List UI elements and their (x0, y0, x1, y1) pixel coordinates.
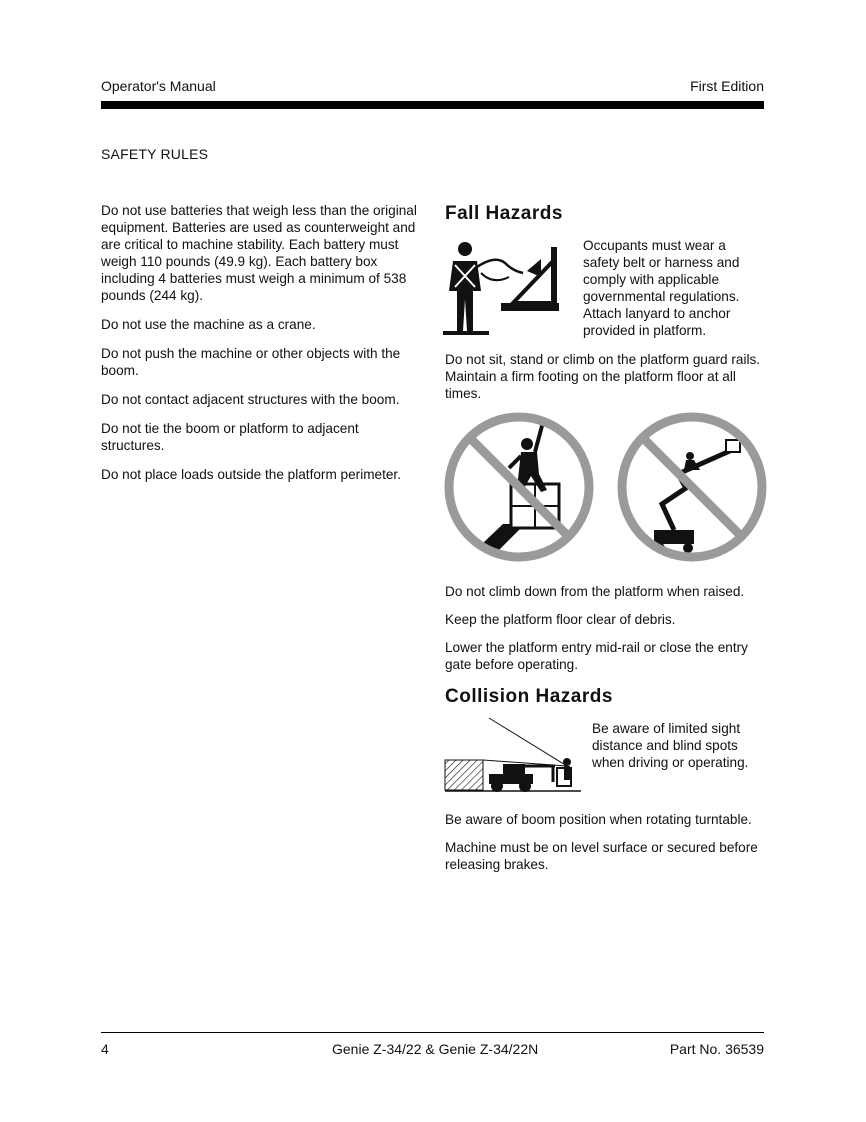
wall-obstruction-icon (445, 760, 483, 790)
header-manual-title: Operator's Manual (101, 78, 216, 94)
collision-rules (445, 811, 767, 884)
rule-tie: Do not tie the boom or platform to adjacent structures. (101, 421, 359, 453)
fall-rule-climb-down: Do not climb down from the platform when raised. (445, 584, 745, 599)
rule-crane: Do not use the machine as a crane. (101, 317, 316, 332)
harness-text: Occupants must wear a safety belt or harness and comply with applicable governmental regulations. Attach lanyard to anchor provided in platform. (583, 238, 740, 338)
collision-hazards-heading: Collision Hazards (445, 686, 613, 707)
worker-with-harness-icon (449, 242, 523, 331)
rule-push: Do not push the machine or other objects with the boom. (101, 346, 401, 378)
sight-distance-illustration (443, 716, 585, 794)
fall-rule-entry-gate: Lower the platform entry mid-rail or close the entry gate before operating. (445, 640, 748, 672)
left-column (101, 202, 423, 495)
collision-rule-turntable: Be aware of boom position when rotating turntable. (445, 812, 752, 827)
no-climbing-guard-rails-sign (443, 412, 597, 562)
rule-batteries: Do not use batteries that weigh less than the original equipment. Batteries are used as counterweight and are critical to machine stability. Each battery must weigh 110 pounds (49.9 kg). Each battery box including 4 batteries must weigh a minimum of 538 pounds (244 kg). (101, 203, 417, 303)
rule-contact: Do not contact adjacent structures with the boom. (101, 392, 400, 407)
fall-rules-lower (445, 583, 767, 684)
sight-distance-text: Be aware of limited sight distance and blind spots when driving or operating. (592, 721, 749, 770)
fall-rule-debris: Keep the platform floor clear of debris. (445, 612, 676, 627)
header-edition: First Edition (690, 78, 764, 94)
no-climbing-boom-sign (614, 412, 768, 562)
rule-loads: Do not place loads outside the platform perimeter. (101, 467, 401, 482)
anchor-bracket-icon (501, 247, 559, 311)
footer-rule (101, 1032, 764, 1033)
fall-rule-guard-rails: Do not sit, stand or climb on the platform guard rails. Maintain a firm footing on the platform floor at all times. (445, 352, 761, 401)
footer-part-number: Part No. 36539 (669, 1041, 764, 1057)
header-rule (101, 101, 764, 109)
footer-model: Genie Z-34/22 & Genie Z-34/22N (332, 1041, 539, 1057)
fall-hazards-heading: Fall Hazards (445, 203, 563, 224)
section-label: SAFETY RULES (101, 146, 209, 162)
collision-rule-brakes: Machine must be on level surface or secured before releasing brakes. (445, 840, 758, 872)
fall-rule-guard-rails-wrap (445, 351, 767, 413)
harness-illustration (443, 237, 573, 337)
page-number: 4 (101, 1041, 109, 1057)
